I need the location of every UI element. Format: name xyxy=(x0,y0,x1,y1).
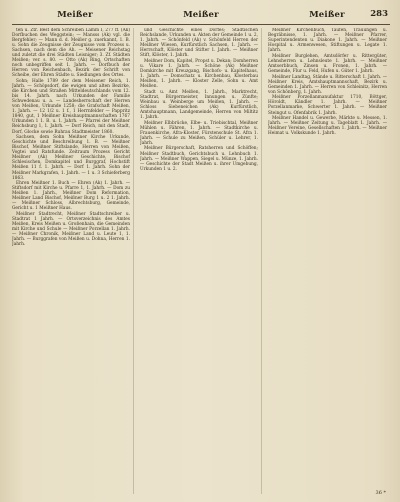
entry: Ehren Meißner 1. Buch — Ehren (Ak) 1. Jahrh. — Stiftsdorf mit Kirche u. Pfarre 1, 1. Jahrh. — Dom zu Meißen 1. Jahrh., Meißner Dom Reformation, Meißner Land Bischof, Meißner Burg 1 u. 2 1. Jahrh. — Meißner Schloss, Albrechtsburg, Gemeinde, Gericht u. 1 Meißner Haus. xyxy=(12,181,130,212)
running-head-center: Meißer xyxy=(183,10,219,20)
entry: Meißner Kirchenbuch, Taufen, Trauungen u. Begräbnisse, 1. Jahrh. — Meißner Pfarrer, Superintendenten u. Diakone 1. Jahrh. — Meißner Hospital u. Armenwesen, Stiftungen u. Legate 1. Jahrh. xyxy=(268,28,387,54)
entry: Meißner Handel u. Gewerbe, Märkte u. Messen, 1. Jahrh. — Meißner Zeitung u. Tageblatt 1. Jahrh. — Meißner Vereine, Gesellschaften 1. Jahrh. — Meißner Heimat u. Volkskunde 1. Jahrh. xyxy=(268,116,387,137)
column-middle xyxy=(140,28,262,494)
entry: und Geschichte eines Dorfes; Städtischen Reichslande, Urkunden u. Akten der Gemeinde 1 u. 2, 1. Jahrh. — Schönfeld (Ak) v. Schönfeld Herren der Meißner Wiesen, Kurfürstlich Sachsen, 1. Jahrh. — Herrschaft, Klöster und Stifter 1. Jahrh. — Meißner Stift, Klöster, 1. Jahrh. xyxy=(140,28,258,59)
entry: Meißner Elbbrücke, Elbe- u. Triebischtal, Meißner Mühlen u. Fähren, 1. Jahrh. — Stadtkirche u. Frauenkirche, Afra-Kloster, Fürstenschule St. Afra 1. Jahrh. — Schule zu Meißen, Schüler u. Lehrer, 1. Jahrh. xyxy=(140,120,258,146)
running-head-left: Meißer xyxy=(57,10,93,20)
column-right xyxy=(268,28,390,494)
running-header xyxy=(12,8,390,22)
entry: Meißner Landtag, Stände u. Ritterschaft 1. Jahrh. — Meißner Kreis, Amtshauptmannschaft, Bezirk u. Gemeinden 1. Jahrh. — Herren von Schleinitz, Herren von Schönberg, 1. Jahrh. xyxy=(268,74,387,95)
entry: Sohn; Halle 1789 der dem Meisener Reich, 1. Jahrh. — Schöpsdorf, die ewigen und alten Bezirke, die Kirchen und Straßen Mitteldeutschlands vom 12. bis 14. Jahrh. nach Urkunden der Familie Schwedenau u. a. — Landesherrschaft der Herren von Meißen, Urkunde 1258; die Grafschaft Meißen, 1. Jahrh. — 12 1/2 u. 1 f., 1 Herrnfelder — Pappritz 1840, gut, 1 Meißner Kreishauptmannschaften 1767 Urkunden 1 1. B. u. 1. Jahrh. — Pfarrei der Meißner Reichsburg 1, 1. Jahrh. — Dorf Reich, mit den Stadt, Dorf, Glocke sowie Ruhrau Stadtmeister 1860. xyxy=(12,79,130,135)
entry: Meißner Dom, Kapitel, Propst u. Dekan; Domherren u. Vikare 1. Jahrh. — Schöne (Ak) Meißner Domkirche mit Kreuzgang, Bischofs- u. Kapitelhaus, 1. Jahrh. — Domschatz u. Kirchenbau, Klosterbau Meißen, 1. Jahrh. — Kloster Zelle, Sohn u. Amt Meißen. xyxy=(140,58,258,90)
column-left xyxy=(12,28,134,494)
signature-mark: 36 * xyxy=(375,490,386,496)
entry: ten u. Ztr. Best dem Schreiben Lamm I, 277 ff. (Ak) Dorfbuchen des Weggstein; — Mansss (Ak) vgl. die Bergfehler; — Mann d. d. Meißer g. zuerkannt, 1. B. u. Sohn die Zeugnisse der Zeugnisse vom Prozess u. Sachsen, nach dem die Ah. — Meisener Reichstag und zuletzt die drei Städten Leisniger; 3. Zf. Städten Meißen; ver. s. 80. — Otto (Ak) Ring, Ortschaften noch unbegriffen seit 1. Jahrh. — Dorfbuch der Herren von Reichenbach, Bezirk der Schrift von Scheibe, der Ehren Städte u. Siedlungen des Ortes. xyxy=(12,28,130,79)
text-columns xyxy=(12,28,390,494)
entry: Meißner Stadtrecht, Meißner Stadtschreiber u. Stadtrat 1 Jahrh. — Ortsverzeichnis des Amtes Meißen, Kreis Meißen u. Großenhain, die Gemeinden mit Kirche und Schule — Meißner Porzellan 1. Jahrh. — Meißner Chronik, Meißner Land u. Leute 1, 1. Jahrh. — Burggrafen von Meißen u. Dohna, Herren 1. Jahrh. xyxy=(12,212,130,248)
entry: Sachsen, dem Sohn Meißner Kirche Urkunde, Geschichte und Beschreibung 1. B. — Meißner Bischof, Meißner Stiftslande, Herren von Meißen, Vogtei und Ratsfunde. Zeitraum Prozess Gericht Meißner (Ak) Meißner Geschichte, Bischof Schlesischen, Domkapitel und Burggraf, Hochstift Meißen 11 f. 1. Jahrh. — Dorf 1. Jahrh. Sohn der Meißner Markgrafen, 1. Jahrh. — 1 u. 3 Schieferberg 1863. xyxy=(12,135,130,181)
entry: Meißner Burglehen, Amtsdörfer u. Rittergüter, Lehnsherren u. Lehnsleute 1. Jahrh. — Meißner Amtserbbuch, Zinsen u. Fronen, 1. Jahrh. — Gemeinde, Flur u. Feld, Hufen u. Güter 1. Jahrh. xyxy=(268,53,387,74)
entry: Stadt u. Amt Meißen, 1. Jahrh., Marktrecht, Stadtrat, Bürgermeister, Innungen u. Zünfte; Weinbau u. Weinberge um Meißen, 1. Jahrh. — Schloss Siebeneichen (Ak) Kurfürstlich, Amtshauptmann, Landgemeinde, Herren von Miltitz 1. Jahrh. xyxy=(140,89,258,120)
page-number: 283 xyxy=(370,9,388,19)
running-head-right: Meißer xyxy=(309,10,345,20)
entry: Meißner Porzellanmanufaktur 1710, Böttger, Höroldt, Kändler 1. Jahrh. — Meißner Porzellanmarke, Schwerter 1. Jahrh. — Meißner Steingut u. Ofenfabrik 1. Jahrh. xyxy=(268,95,387,116)
entry: Meißner Bürgerschaft, Ratsherren und Schöffen; Meißner Stadtbuch, Gerichtsbuch u. Lehnbuch 1. Jahrh. — Meißner Wappen, Siegel u. Münze, 1. Jahrh. — Geschichte der Stadt Meißen u. ihrer Umgebung, Urkunden 1 u. 2. xyxy=(140,146,258,172)
header-rule xyxy=(12,24,390,25)
